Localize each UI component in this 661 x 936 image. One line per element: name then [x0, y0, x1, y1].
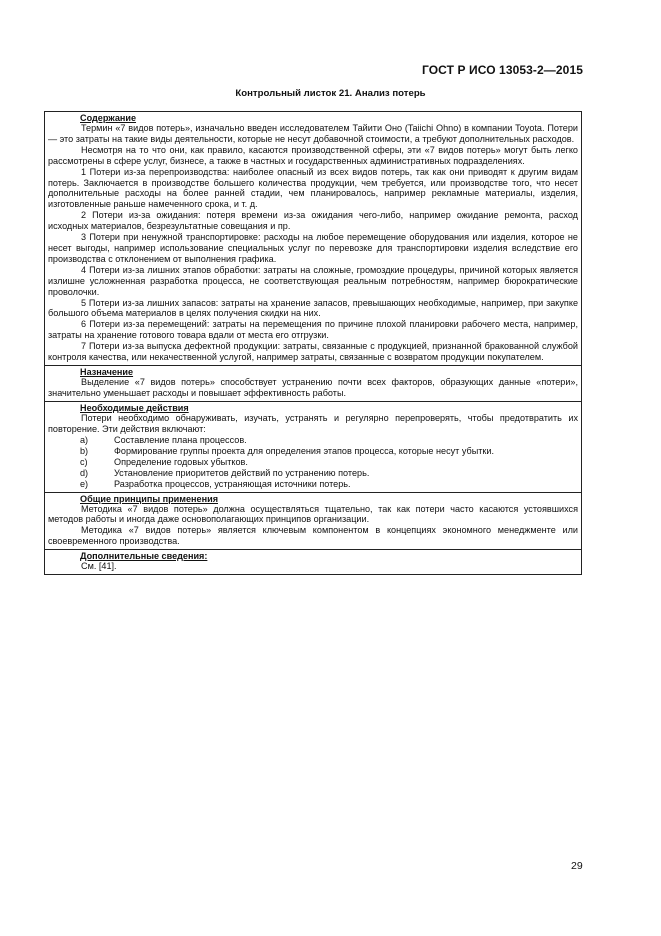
paragraph: 2 Потери из-за ожидания: потеря времени из-за ожидания чего-либо, например ожидание ремонта, расход исходных материалов, безрезультатные совещания и пр. — [48, 210, 578, 232]
page-number: 29 — [571, 860, 583, 872]
checklist-title: Контрольный листок 21. Анализ потерь — [235, 88, 426, 99]
paragraph: 5 Потери из-за лишних запасов: затраты на хранение запасов, превышающих необходимые, например, при закупке большого объема материалов в целях получения скидки на них. — [48, 297, 578, 319]
checklist-table — [44, 111, 582, 575]
section-purpose — [45, 366, 581, 402]
list-item-text: Разработка процессов, устраняющая источники потерь. — [114, 478, 351, 489]
section-title: Назначение — [80, 366, 134, 377]
paragraph: 6 Потери из-за перемещений: затраты на перемещения по причине плохой планировки рабочего места, например, затраты на хранение готового товара вдали от места его отгрузки. — [48, 319, 578, 341]
list-item-text: Формирование группы проекта для определения этапов процесса, которые несут убытки. — [114, 445, 494, 456]
list-marker: d) — [80, 467, 89, 478]
paragraph: См. [41]. — [81, 561, 117, 572]
section-actions — [45, 402, 581, 493]
paragraph: Термин «7 видов потерь», изначально введен исследователем Тайити Оно (Taiichi Ohno) в компании Toyota. Потери — это затраты на такие виды деятельности, которые не несут добавочной стоимости, а требуют дополнительных расходов. — [48, 123, 578, 144]
list-item — [47, 457, 579, 468]
document-id: ГОСТ Р ИСО 13053-2—2015 — [421, 63, 583, 77]
list-marker: a) — [80, 434, 89, 445]
section-title: Содержание — [80, 113, 137, 123]
list-marker: e) — [80, 478, 89, 489]
paragraph: Потери необходимо обнаруживать, изучать, устранять и регулярно перепроверять, чтобы предотвратить их повторение. Эти действия включают: — [48, 412, 578, 434]
list-item — [47, 435, 579, 446]
list-item-text: Определение годовых убытков. — [114, 456, 248, 467]
section-title: Необходимые действия — [80, 402, 189, 413]
section-title: Дополнительные сведения: — [80, 551, 208, 562]
paragraph: 4 Потери из-за лишних этапов обработки: затраты на сложные, громоздкие процедуры, причиной которых является излишне усложненная разработка процесса, не соответствующая реальным потребностям, например бюрократические проволочки. — [48, 264, 578, 297]
list-marker: c) — [80, 456, 88, 467]
paragraph: Выделение «7 видов потерь» способствует устранению почти всех факторов, образующих данные «потери», значительно уменьшает расходы и повышает эффективность работы. — [48, 376, 578, 398]
section-title: Общие принципы применения — [80, 493, 218, 504]
list-item-text: Составление плана процессов. — [114, 434, 247, 445]
list-item — [47, 479, 579, 490]
section-additional — [45, 550, 581, 574]
paragraph: Методика «7 видов потерь» должна осуществляться тщательно, так как потери часто касаются устоявшихся методов работы и иногда даже основополагающих принципов организации. — [48, 503, 578, 525]
paragraph: 1 Потери из-за перепроизводства: наиболее опасный из всех видов потерь, так как они приводят к другим видам потерь. Заключается в производстве большего количества продукции, чем требуется, или производстве того, что несет дополнительные расходы на более ранней стадии, чем планировалось, например рекламные материалы, изделия, изготовленные раньше намеченного срока, и т. д. — [48, 166, 578, 210]
paragraph: Методика «7 видов потерь» является ключевым компонентом в концепциях экономного менеджменте или своевременного производства. — [48, 525, 578, 547]
paragraph: 7 Потери из-за выпуска дефектной продукции: затраты, связанные с продукцией, признанной бракованной службой контроля качества, или некачественной услугой, например затраты, связанные с возвратом продукции покупателем. — [48, 341, 578, 363]
list-item-text: Установление приоритетов действий по устранению потерь. — [114, 467, 370, 478]
list-item — [47, 468, 579, 479]
section-principles — [45, 493, 581, 551]
list-marker: b) — [80, 445, 89, 456]
list-item — [47, 446, 579, 457]
section-content — [45, 112, 581, 366]
paragraph: 3 Потери при ненужной транспортировке: расходы на любое перемещение оборудования или изделия, которое не несет выгоды, например использование специальных услуг по перевозке для транспортировки изделия вследствие его производства с отклонением от выполнения графика. — [48, 232, 578, 264]
paragraph: Несмотря на то что они, как правило, касаются производственной сферы, эти «7 видов потерь» могут быть легко рассмотрены в сфере услуг, бизнесе, а также в частных и государственных административных подразделениях. — [48, 144, 578, 166]
